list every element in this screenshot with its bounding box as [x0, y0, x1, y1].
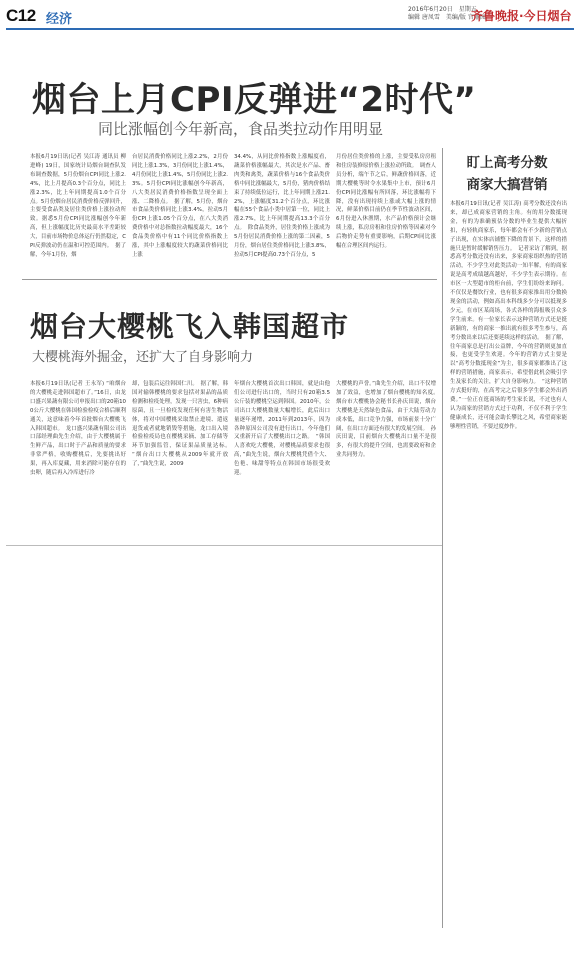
article2-column-1: 本报6月19日讯(记者 王永军) “咱烟台的大樱桃走进韩国超市了。”16日，由龙口盛兴果蔬有限公司申报出口的20箱100公斤大樱桃在韩国检验检疫合格后顺利通关，这意味着今年首批烟台大樱桃飞入韩国超市。 龙口盛兴果蔬有限公司出口部经理曲先生介绍，由于大樱桃属于生鲜产品，出口时于产品和质量的要求非常严格，收购樱桃后，先要挑出好果，再入库夏藏，用来消除可能存在的虫卵，随后再入冷库进行冷	[30, 381, 126, 477]
article2-column-2: 却，包装后运往韩国仁川。 据了解，韩国对输韩樱桃的要求包括对果品的品质检测和检疫处理，发现一只害虫，6种病原菌，且一旦检疫发现任何有害生物活体，将对中国樱桃采取禁止进境、遣返退货或者就地销毁等措施，龙口出入境检验检疫局也在樱桃采摘、加工存储等环节加强监管，保证果品质量达标。 “烟台出口大樱桃从2009年就开放了，”曲先生说，2009	[132, 381, 234, 468]
editor-line: 编辑 唐凤雪 美编/版 宫丽园	[408, 14, 486, 21]
page-header	[6, 4, 574, 28]
content-bottom-rule	[6, 545, 442, 546]
sidebar-headline	[447, 152, 567, 196]
sidebar-body: 本报6月19日讯(记者 吴江涛) 高考分数还没有出来，却已成商家营销的主角。有的用分数抵现金，有的为准确预估分数的毕业生提供大幅折扣，有轻轨商家乐，每年都会有不少新的营销点子出现，在实体店铺整下降的背景下，这样的措施只是暂时缓解销售压力。 记者采访了解到，据悉高考分数还没有出来，多家商家组织热的营销活动，不少学生对此类活动一知半解，有的商家说是高考成绩越高越好，不少学生表示期待。在市区一大型超市的柜台前，学生们纷纷来询问。不仅仅是餐饮行业，也有很多商家推出用分数换现金的活动，例如高出本科线多少分可以抵现多少元，在市区某商场，各式各样的海报吸引众多学生前来。有一位家长表示这种营销方式还是挺新颖的，有的商家一推出就有很多考生参与，高考分数出来以后还要延续这样的活动。 据了解，往年商家总是打出公益牌，今年的营销则更加直接，也更受学生欢迎。今年的营销方式主要是以“高考分数抵现金”为主，很多商家都推出了这样的营销措施，商家表示，希望借此机会吸引学生及家长的关注，扩大自身影响力。 “这种营销方式挺好的，在高考完之后很多学生都会外出消费。”一位正在逛商场的考生家长说，不过也有人认为商家的营销方式过于功利，不仅不利于学生健康成长，还可能会助长攀比之风，希望商家能够理性营销，不要过度炒作。	[450, 201, 567, 430]
article2-column-3: 年烟台大樱桃首次出口韩国，就是由他们公司进行出口的，当时只有20箱3.5公斤装的樱桃空运到韩国。2010年，公司出口大樱桃数量大幅增长，此后出口量逐年递增，2011年到2013年，因为各种原因公司没有进行出口，今年他们又重新开启了大樱桃出口之路。 “韩国人喜欢吃大樱桃，对樱桃品质要求也很高，”曲先生说，烟台大樱桃凭借个大、色艳、味甜等特点在韩国市场很受欢迎。	[234, 381, 330, 477]
date-line: 2016年6月20日 星期五	[408, 6, 477, 13]
article1-subheadline: 同比涨幅创今年新高，食品类拉动作用明显	[98, 120, 384, 138]
page-number: C12	[6, 6, 36, 25]
newspaper-brand: 齐鲁晚报·今日烟台	[471, 9, 572, 23]
article1-column-4: 月份居住类价格的上涨，主要受私房房租和住房装修原价格上涨拉动所致。 调查人员分析，端午节之后，鲜蔬价格回落，近期大樱桃等时令水果集中上市，预计6月份CPI同比涨幅有所回落，环比涨幅将下降，没有出现持续上涨或大幅上涨的情况，鲜菜价格目前仍在季节性波动区间，6月份进入休渔期，水产品价格预计会继续上涨，私房房租和住房价格等因素对今后物价走势有重要影响，后期CPI同比涨幅在合理区间内运行。	[336, 154, 436, 250]
sidebar-headline-line-1: 盯上高考分数	[466, 155, 548, 171]
sidebar-headline-line-2: 商家大搞营销	[466, 177, 548, 193]
column-divider	[442, 148, 443, 928]
article-divider	[22, 279, 437, 280]
article2-column-4: 大樱桃的声誉。”曲先生介绍，出口不仅增加了效益，也增加了烟台樱桃的知名度。 烟台市大樱桃协会秘书长孙庆田说，烟台大樱桃是天然绿色食品，由于大陆劳动力成本低，出口竞争力强，市场前景十分广阔，在出口方面还有很大的发展空间。 孙庆田说，目前烟台大樱桃出口量不是很多，有很大的提升空间，也需要政府和企业共同努力。	[336, 381, 442, 459]
section-name: 经济	[46, 12, 73, 27]
article1-column-2: 台居民消费价格同比上涨2.2%，2月份同比上涨1.3%，3月份同比上涨1.4%，4月份同比上涨1.4%，5月份同比上涨2.3%。5月份CPI同比涨幅创今年新高，八大类居民消费价格指数呈现全面上涨、二降格点。 据了解，5月份，烟台市食品类价格同比上涨3.4%，拉动5月份CPI上涨1.05个百分点，在八大类消费价格中对总指数拉动幅度最大，16个食品类价格中有11个同比价格指数上涨，其中上涨幅度较大的蔬菜价格同比上涨	[132, 154, 228, 258]
article2-subheadline: 大樱桃海外掘金，还扩大了自身影响力	[32, 350, 254, 365]
article1-column-1: 本报6月19日讯(记者 吴江涛 通讯员 柳进峰) 19日，国家统计局烟台调查队发布调查数据，5月份烟台CPI同比上涨2.4%，比上月提高0.3个百分点，同比上涨2.3%，比上年同期提高1.0个百分点。5月份烟台居民消费价格反弹回升，主要受食品类及居住类价格上涨拉动所致。据悉5月份CPI同比涨幅创今年新高，但上涨幅度比历史最高水平差距较大，目前市场物价总体运行仍然稳定，CPI反弹波动仍在温和可控范围内。 据了解，今年1月份，烟	[30, 154, 126, 258]
article2-headline: 烟台大樱桃飞入韩国超市	[30, 310, 350, 343]
article1-headline: 烟台上月CPI反弹进“2时代”	[32, 80, 477, 120]
article1-column-3: 34.4%，从同比价格指数上涨幅度看，蔬菜价格涨幅最大，其次是水产品、畜肉类和禽类，蔬菜价格与16个食品类价格中同比涨幅最大，5月份，猪肉价格结束了持续低位运行，比上年同期上涨21.2%，上涨幅度31.2个百分点，环比涨幅在55个食品小类中居第一位，同比上涨2.7%，比上年同期提高13.3个百分点。 除食品类外，居住类价格上涨成为5月份居民消费价格上涨的第二因素，5月份，烟台居住类价格同比上涨3.8%，拉动5月CPI提高0.73个百分点，5	[234, 154, 330, 258]
header-rule	[6, 28, 574, 30]
